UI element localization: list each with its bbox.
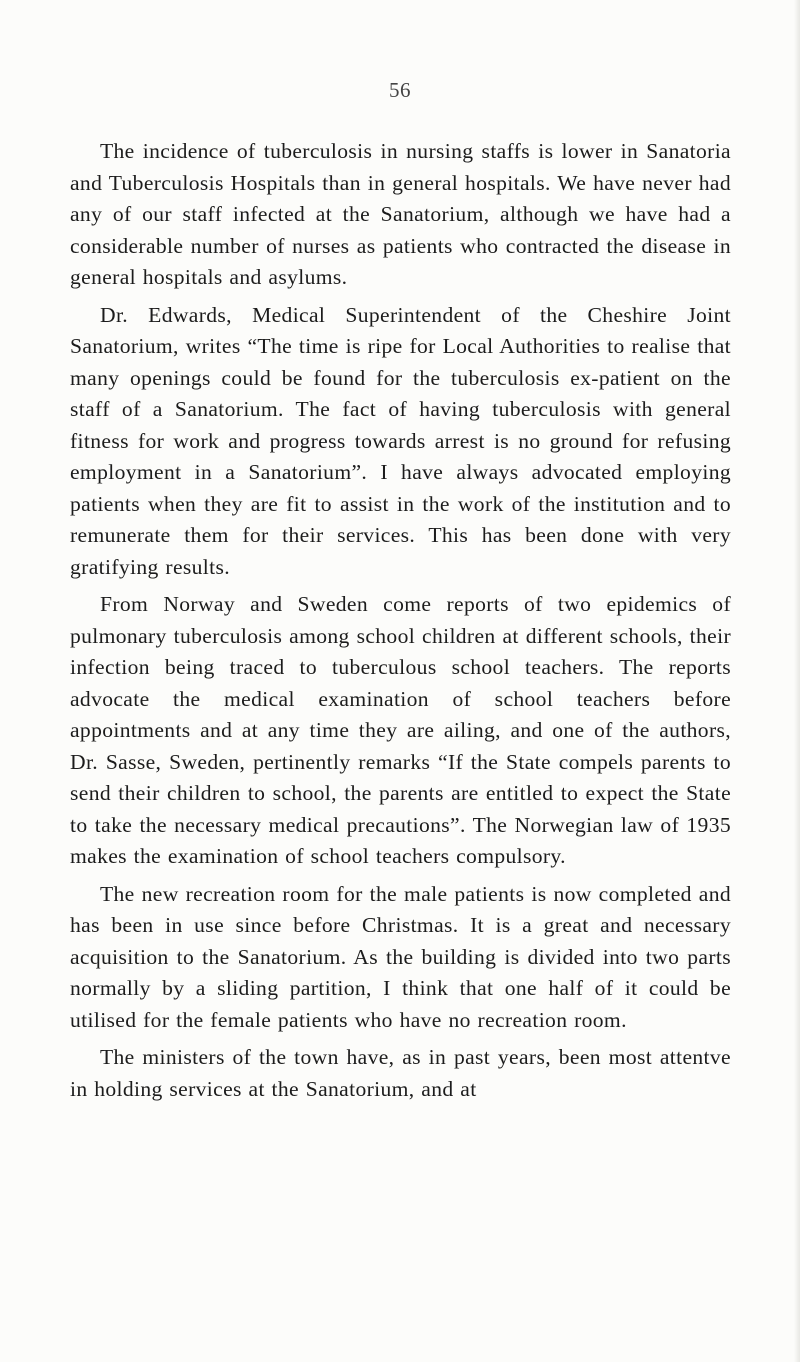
page-edge-shadow: [794, 0, 800, 1362]
paragraph-dr-edwards: Dr. Edwards, Medical Superintendent of the Cheshire Joint Sanatorium, writes “The time is ripe for Local Authorities to realise that many openings could be found for the tuberculosis ex-patient on the staff of a Sanatorium. The fact of having tuberculosis with general fitness for work and progress towards arrest is no ground for refusing employment in a Sanatorium”. I have always advocated employing patients when they are fit to assist in the work of the institution and to remunerate them for their services. This has been done with very gratifying results.: [70, 302, 731, 579]
paragraph-nursing-staffs: The incidence of tuberculosis in nursing staffs is lower in Sanatoria and Tuberculosis Hospitals than in general hospitals. We have never had any of our staff infected at the Sanatorium, although we have had a considerable number of nurses as patients who contracted the disease in general hospitals and asylums.: [70, 139, 731, 289]
page-number: 56: [389, 78, 411, 102]
paragraph-ministers: The ministers of the town have, as in past years, been most attentve in holding services at the Sanatorium, and at: [70, 1045, 731, 1101]
body-text: [70, 136, 731, 1111]
paragraph-recreation-room: The new recreation room for the male patients is now completed and has been in use since before Christmas. It is a great and necessary acquisition to the Sanatorium. As the building is divided into two parts normally by a sliding partition, I think that one half of it could be utilised for the female patients who have no recreation room.: [70, 881, 731, 1032]
paragraph-norway-sweden: From Norway and Sweden come reports of two epidemics of pulmonary tuberculosis among school children at different schools, their infection being traced to tuberculous school teachers. The reports advocate the medical examination of school teachers before appointments and at any time they are ailing, and one of the authors, Dr. Sasse, Sweden, pertinently remarks “If the State compels parents to send their children to school, the parents are entitled to expect the State to take the necessary medical precautions”. The Norwegian law of 1935 makes the examination of school teachers compulsory.: [70, 592, 731, 868]
